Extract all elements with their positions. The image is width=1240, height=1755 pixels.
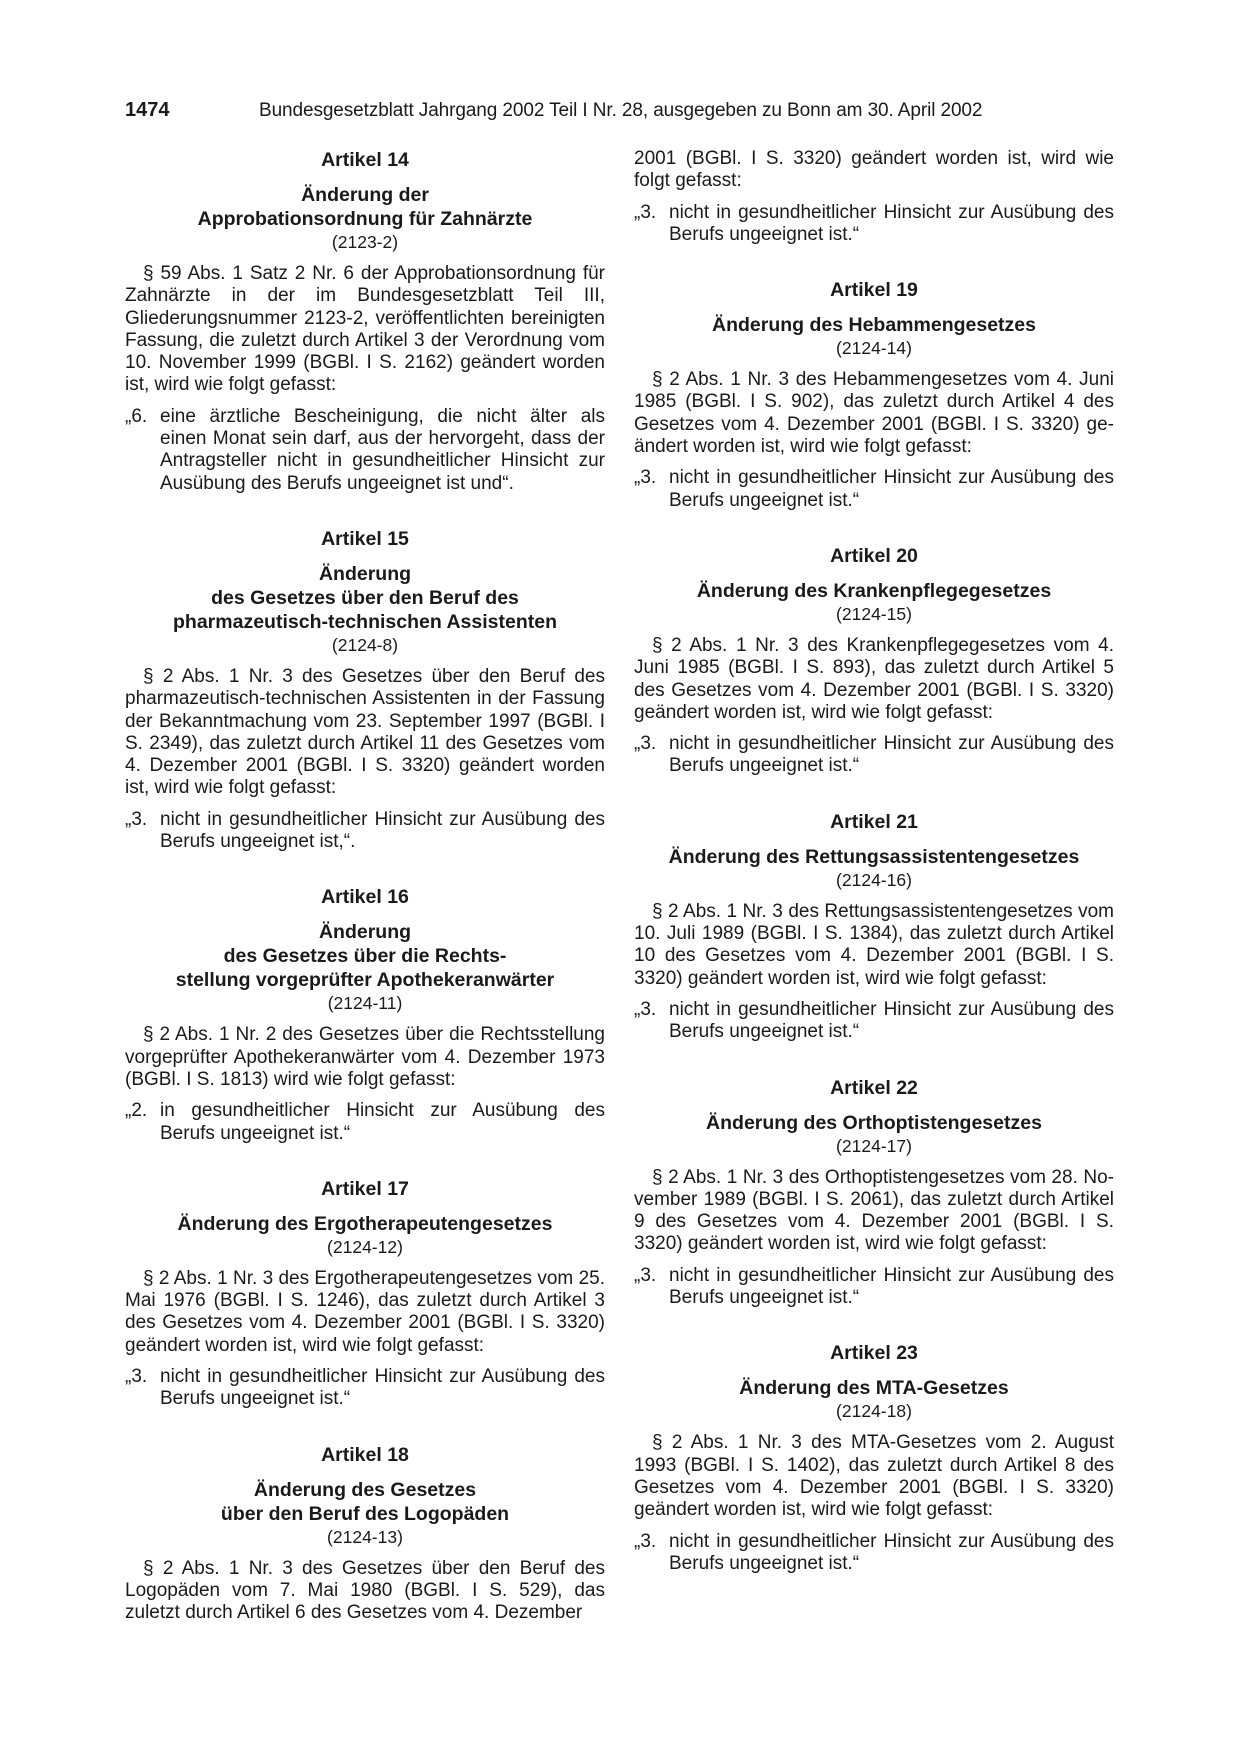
item-marker: „3. bbox=[634, 998, 657, 1020]
article-title: Artikel 19 bbox=[830, 279, 918, 302]
article-22 bbox=[634, 1076, 1114, 1310]
article-19 bbox=[634, 278, 1114, 512]
item-text: eine ärztliche Bescheinigung, die nicht älter als einen Monat sein darf, aus der hervorgeht, dass der Antragsteller nicht in gesundheitlicher Hinsicht zur Ausübung des Berufs ungeeignet ist und“. bbox=[160, 405, 605, 494]
item-text: nicht in gesundheitlicher Hinsicht zur Ausübung des Berufs ungeeignet ist.“ bbox=[669, 1530, 1114, 1574]
gazette-title: Bundesgesetzblatt Jahrgang 2002 Teil I Nr. 28, ausgegeben zu Bonn am 30. April 2002 bbox=[259, 100, 983, 121]
amendment-item bbox=[634, 202, 1114, 247]
heading-line: Änderung der bbox=[301, 184, 429, 206]
heading-line: Änderung des Hebammengesetzes bbox=[711, 314, 1036, 337]
heading-line: Änderung des Ergotherapeutengesetzes bbox=[177, 1212, 553, 1235]
article-title: Artikel 15 bbox=[321, 527, 409, 550]
heading-line: des Gesetzes über den Beruf des bbox=[211, 586, 519, 609]
article-20 bbox=[634, 544, 1114, 778]
article-title: Artikel 14 bbox=[321, 149, 409, 171]
article-heading bbox=[125, 920, 605, 992]
article-15 bbox=[125, 527, 605, 853]
item-text: nicht in gesundheitlicher Hinsicht zur Ausübung des Berufs ungeeignet ist.“ bbox=[669, 998, 1114, 1043]
article-title: Artikel 17 bbox=[321, 1177, 409, 1200]
article-21 bbox=[634, 810, 1114, 1044]
item-marker: „3. bbox=[634, 201, 657, 223]
heading-line: Änderung des MTA-Gesetzes bbox=[739, 1377, 1009, 1400]
article-18-continuation bbox=[634, 148, 1114, 246]
article-paragraph: § 2 Abs. 1 Nr. 3 des Rettungsassistentengesetzes vom 10. Juli 1989 (BGBl. I S. 1384), das zuletzt durch Artikel 10 des Gesetzes vom 4. Dezember 2001 (BGBl. I S. 3320) geändert worden ist, wird wie folgt gefasst: bbox=[634, 900, 1114, 989]
article-paragraph: § 2 Abs. 1 Nr. 3 des Hebammengesetzes vom 4. Juni 1985 (BGBl. I S. 902), das zuletzt durch Artikel 4 des Gesetzes vom 4. Dezember 2001 (BGBl. I S. 3320) geändert worden ist, wird wie folgt gefasst: bbox=[634, 369, 1114, 458]
fna-number: (2124-14) bbox=[836, 338, 912, 359]
item-marker: „3. bbox=[125, 1366, 148, 1388]
heading-line: Änderung des Orthoptistengesetzes bbox=[706, 1111, 1042, 1134]
article-title: Artikel 23 bbox=[830, 1342, 918, 1365]
article-heading bbox=[125, 1478, 605, 1526]
item-marker: „3. bbox=[634, 1530, 657, 1552]
fna-number: (2124-12) bbox=[327, 1236, 403, 1257]
article-paragraph: § 2 Abs. 1 Nr. 2 des Gesetzes über die Rechtsstellung vorgeprüfter Apothekeranwärter vom 4. Dezember 1973 (BGBl. I S. 1813) wird wie folgt gefasst: bbox=[125, 1024, 605, 1090]
article-paragraph: § 59 Abs. 1 Satz 2 Nr. 6 der Approbationsordnung für Zahnärzte in der im Bundesgesetzblatt Teil III, Gliederungsnummer 2123-2, veröffentlichten bereinigten Fassung, die zuletzt durch Artikel 3 der Verordnung vom 10. November 1999 (BGBl. I S. 2162) geändert worden ist, wird wie folgt gefasst: bbox=[125, 263, 605, 396]
item-marker: „3. bbox=[634, 1264, 657, 1286]
item-text: nicht in gesundheitlicher Hinsicht zur Ausübung des Berufs ungeeignet ist.“ bbox=[669, 1264, 1114, 1309]
item-marker: „3. bbox=[634, 733, 657, 755]
article-title: Artikel 18 bbox=[321, 1443, 409, 1466]
article-paragraph: § 2 Abs. 1 Nr. 3 des Krankenpflegegesetzes vom 4. Juni 1985 (BGBl. I S. 893), das zuletzt durch Artikel 5 des Gesetzes vom 4. Dezember 2001 (BGBl. I S. 3320) geändert worden ist, wird wie folgt gefasst: bbox=[634, 634, 1114, 723]
item-marker: „6. bbox=[125, 405, 148, 427]
page-header bbox=[125, 99, 1115, 125]
article-23 bbox=[634, 1341, 1114, 1575]
amendment-item bbox=[634, 1531, 1114, 1576]
article-heading bbox=[125, 1212, 605, 1236]
heading-line: pharmazeutisch-technischen Assistenten bbox=[173, 610, 557, 633]
fna-number: (2124-18) bbox=[836, 1401, 912, 1422]
heading-line: Approbationsordnung für Zahnärzte bbox=[197, 208, 533, 230]
heading-line: Änderung bbox=[318, 921, 412, 944]
article-paragraph: § 2 Abs. 1 Nr. 3 des Gesetzes über den Beruf des Logopäden vom 7. Mai 1980 (BGBl. I S. 529), das zuletzt durch Artikel 6 des Gesetzes vom 4. Dezember bbox=[125, 1557, 605, 1624]
amendment-item bbox=[125, 1366, 605, 1411]
fna-number: (2124-13) bbox=[327, 1526, 403, 1547]
heading-line: Änderung des Rettungsassistentengesetzes bbox=[668, 845, 1080, 868]
article-paragraph: § 2 Abs. 1 Nr. 3 des Orthoptistengesetzes vom 28. November 1989 (BGBl. I S. 2061), das zuletzt durch Artikel 9 des Gesetzes vom 4. Dezember 2001 (BGBl. I S. 3320) geändert worden ist, wird wie folgt gefasst: bbox=[634, 1166, 1114, 1255]
right-column bbox=[634, 148, 1114, 1607]
item-text: in gesundheitlicher Hinsicht zur Ausübung des Berufs ungeeignet ist.“ bbox=[160, 1100, 605, 1144]
article-16 bbox=[125, 885, 605, 1144]
article-heading bbox=[125, 562, 605, 634]
amendment-item bbox=[634, 733, 1114, 778]
fna-number: (2124-16) bbox=[836, 869, 912, 890]
article-paragraph: § 2 Abs. 1 Nr. 3 des MTA-Gesetzes vom 2. August 1993 (BGBl. I S. 1402), das zuletzt durch Artikel 8 des Gesetzes vom 4. Dezember 2001 (BGBl. I S. 3320) geändert worden ist, wird wie folgt gefasst: bbox=[634, 1432, 1114, 1521]
article-14 bbox=[125, 148, 605, 495]
article-18 bbox=[125, 1443, 605, 1625]
article-heading bbox=[634, 313, 1114, 337]
article-paragraph: § 2 Abs. 1 Nr. 3 des Ergotherapeutengesetzes vom 25. Mai 1976 (BGBl. I S. 1246), das zuletzt durch Artikel 3 des Gesetzes vom 4. Dezember 2001 (BGBl. I S. 3320) geändert worden ist, wird wie folgt gefasst: bbox=[125, 1267, 605, 1356]
amendment-item bbox=[125, 809, 605, 854]
item-text: nicht in gesundheitlicher Hinsicht zur Ausübung des Berufs ungeeignet ist.“ bbox=[669, 467, 1114, 511]
heading-line: des Gesetzes über die Rechts- bbox=[223, 945, 507, 968]
page-number: 1474 bbox=[125, 99, 170, 121]
item-text: nicht in gesundheitlicher Hinsicht zur Ausübung des Berufs ungeeignet ist,“. bbox=[160, 808, 605, 853]
fna-number: (2124-11) bbox=[327, 993, 403, 1014]
article-title: Artikel 22 bbox=[830, 1076, 918, 1099]
item-text: nicht in gesundheitlicher Hinsicht zur Ausübung des Berufs ungeeignet ist.“ bbox=[160, 1366, 605, 1410]
item-text: nicht in gesundheitlicher Hinsicht zur Ausübung des Berufs ungeeignet ist.“ bbox=[669, 733, 1114, 777]
fna-number: (2124-17) bbox=[836, 1135, 912, 1156]
amendment-item bbox=[634, 467, 1114, 512]
amendment-item bbox=[634, 1265, 1114, 1310]
fna-number: (2124-8) bbox=[331, 634, 399, 655]
article-heading bbox=[634, 845, 1114, 869]
fna-number: (2124-15) bbox=[836, 603, 912, 624]
item-marker: „2. bbox=[125, 1100, 148, 1122]
item-marker: „3. bbox=[125, 808, 148, 830]
fna-number: (2123-2) bbox=[331, 232, 399, 252]
heading-line: Änderung des Krankenpflegegesetzes bbox=[696, 579, 1052, 602]
article-heading bbox=[634, 579, 1114, 603]
heading-line: über den Beruf des Logopäden bbox=[220, 1502, 510, 1525]
item-text: nicht in gesundheitlicher Hinsicht zur Ausübung des Berufs ungeeignet ist.“ bbox=[669, 201, 1114, 245]
heading-line: Änderung des Gesetzes bbox=[253, 1478, 477, 1501]
amendment-item bbox=[634, 999, 1114, 1044]
article-17 bbox=[125, 1177, 605, 1411]
heading-line: Änderung bbox=[318, 562, 412, 585]
heading-line: stellung vorgeprüfter Apothekeranwärter bbox=[175, 969, 555, 992]
left-column bbox=[125, 148, 605, 1657]
article-heading bbox=[634, 1376, 1114, 1400]
continued-paragraph: 2001 (BGBl. I S. 3320) geändert worden ist, wird wie folgt gefasst: bbox=[634, 148, 1114, 192]
amendment-item bbox=[125, 1100, 605, 1145]
article-paragraph: § 2 Abs. 1 Nr. 3 des Gesetzes über den Beruf des pharmazeutisch-technischen Assistenten in der Fassung der Bekanntmachung vom 23. September 1997 (BGBl. I S. 2349), das zuletzt durch Artikel 11 des Gesetzes vom 4. Dezember 2001 (BGBl. I S. 3320) geändert worden ist, wird wie folgt gefasst: bbox=[125, 665, 605, 799]
article-heading bbox=[634, 1111, 1114, 1135]
article-heading bbox=[125, 183, 605, 231]
article-title: Artikel 20 bbox=[830, 544, 918, 567]
amendment-item bbox=[125, 406, 605, 495]
article-title: Artikel 21 bbox=[830, 810, 918, 833]
item-marker: „3. bbox=[634, 467, 657, 489]
article-title: Artikel 16 bbox=[321, 886, 409, 909]
